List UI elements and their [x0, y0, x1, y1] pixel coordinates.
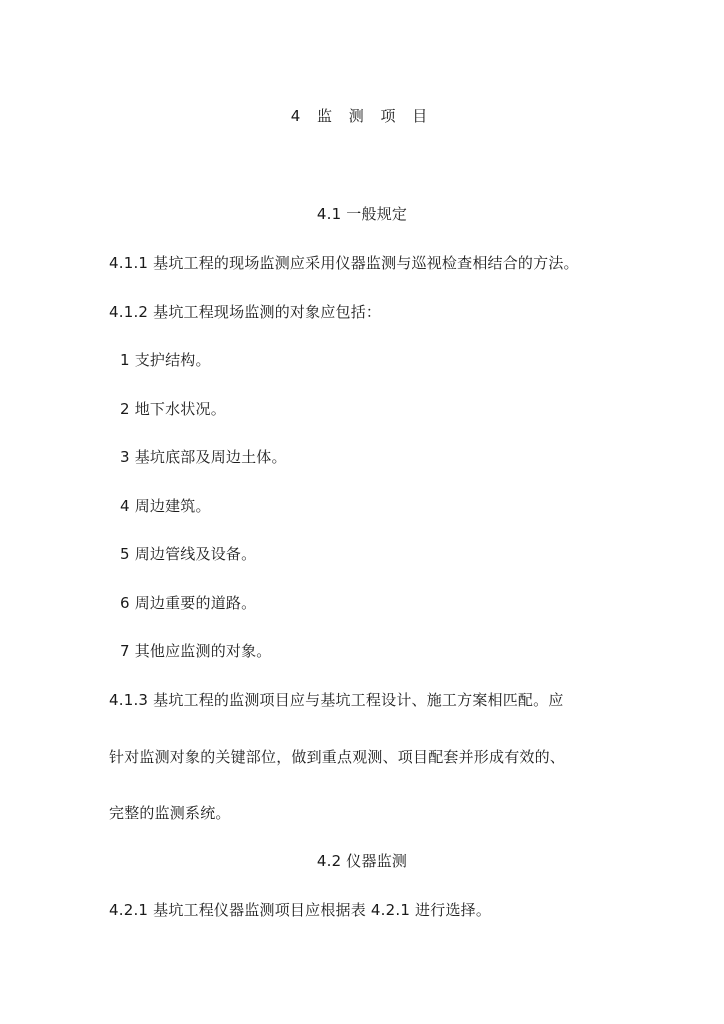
clause-4-1-3-line-1: 4.1.3 基坑工程的监测项目应与基坑工程设计、施工方案相匹配。应: [109, 691, 564, 709]
list-item: 7 其他应监测的对象。: [120, 642, 272, 660]
clause-4-1-1: 4.1.1 基坑工程的现场监测应采用仪器监测与巡视检查相结合的方法。: [109, 254, 579, 272]
list-item: 2 地下水状况。: [120, 400, 226, 418]
clause-4-1-3-line-3: 完整的监测系统。: [109, 804, 231, 822]
list-item: 3 基坑底部及周边土体。: [120, 448, 287, 466]
clause-4-2-1: 4.2.1 基坑工程仪器监测项目应根据表 4.2.1 进行选择。: [109, 901, 492, 919]
section-heading-4-1: 4.1 一般规定: [316, 205, 408, 223]
list-item: 1 支护结构。: [120, 351, 211, 369]
clause-4-1-3-line-2: 针对监测对象的关键部位，做到重点观测、项目配套并形成有效的、: [109, 748, 566, 766]
list-item: 6 周边重要的道路。: [120, 594, 257, 612]
section-heading-4-2: 4.2 仪器监测: [316, 852, 408, 870]
list-item: 5 周边管线及设备。: [120, 545, 257, 563]
list-item: 4 周边建筑。: [120, 497, 211, 515]
clause-4-1-2: 4.1.2 基坑工程现场监测的对象应包括：: [109, 303, 382, 321]
chapter-title: 4 监 测 项 目: [290, 107, 434, 125]
